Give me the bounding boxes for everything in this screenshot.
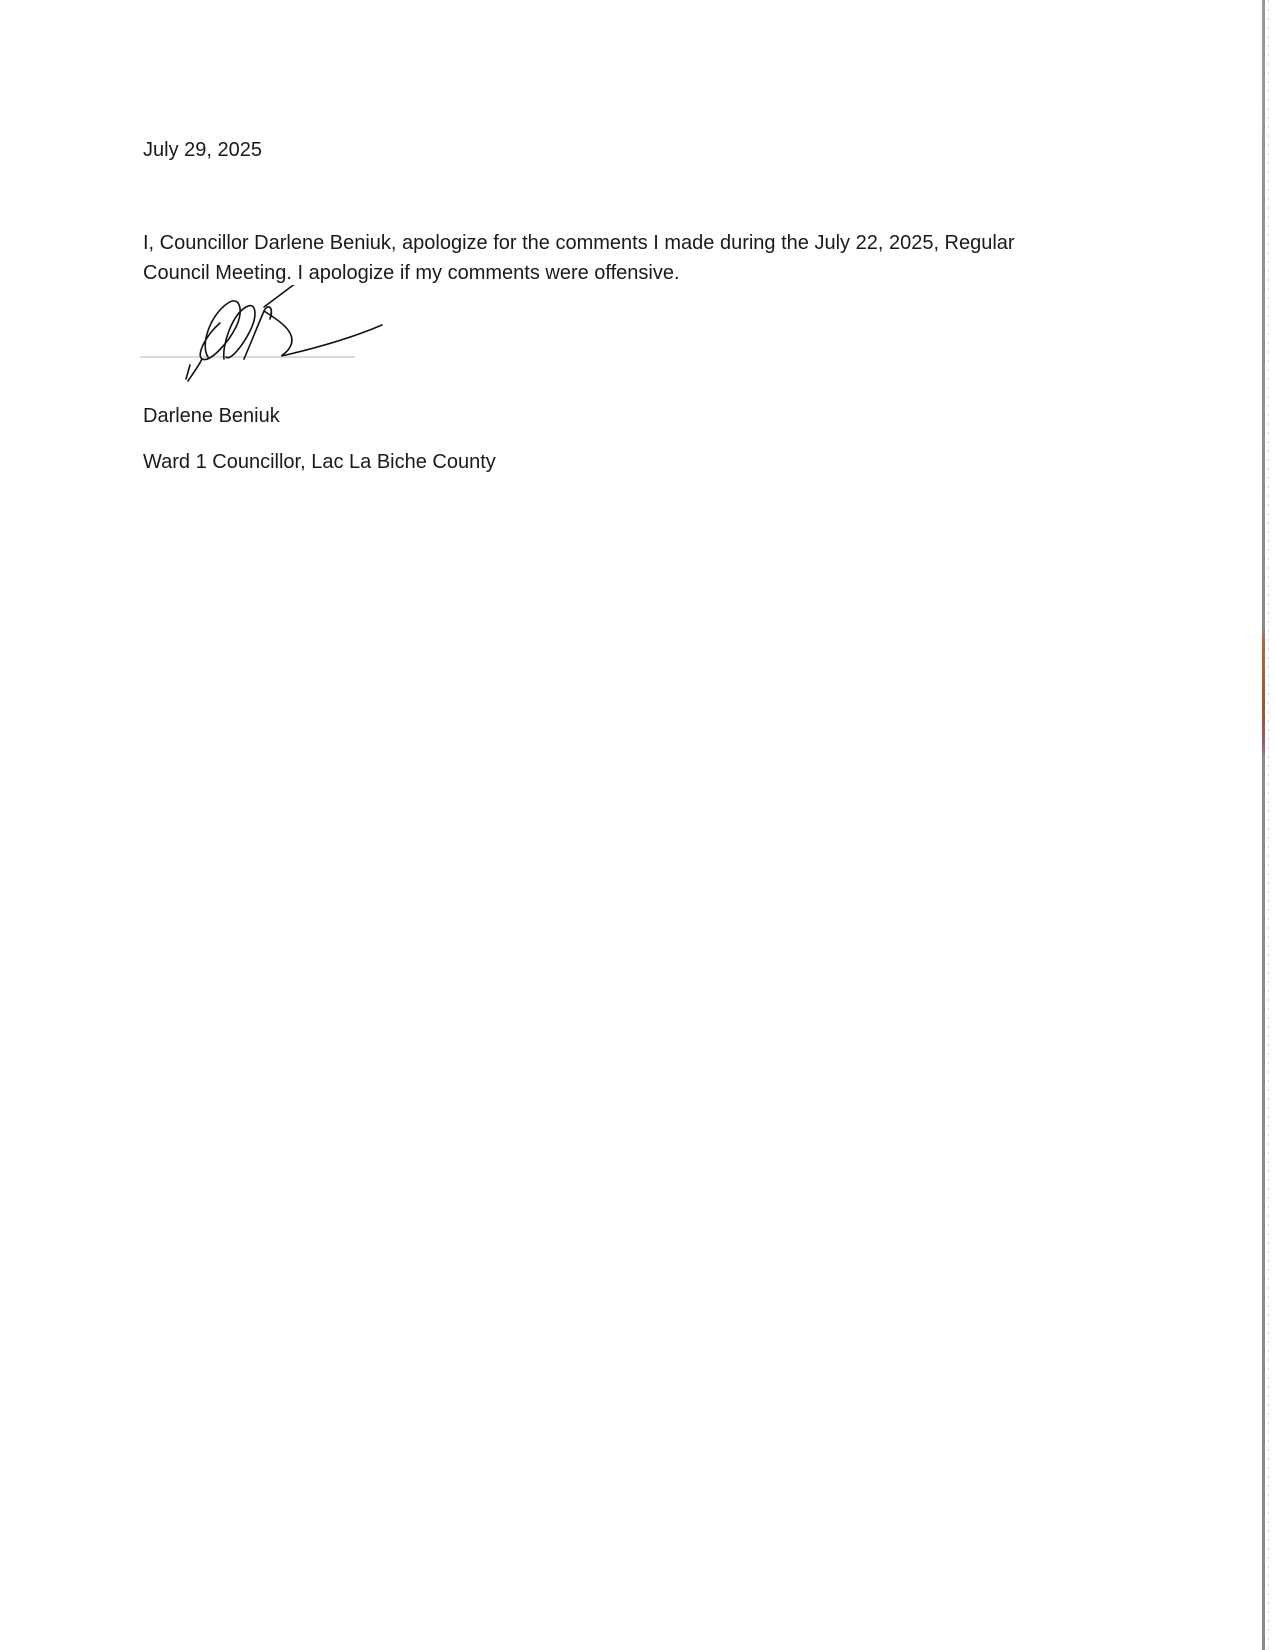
apology-paragraph [143,228,1123,288]
scan-edge-artifacts [1268,0,1269,1650]
letter-date: July 29, 2025 [143,139,262,161]
apology-line-1: I, Councillor Darlene Beniuk, apologize for the comments I made during the July 22, 2025, Regular [143,232,1015,254]
signer-name: Darlene Beniuk [143,405,280,427]
scan-edge-border [1262,0,1265,1650]
signer-title: Ward 1 Councillor, Lac La Biche County [143,451,496,473]
handwritten-signature [140,285,420,400]
apology-line-2: Council Meeting. I apologize if my comments were offensive. [143,262,680,284]
